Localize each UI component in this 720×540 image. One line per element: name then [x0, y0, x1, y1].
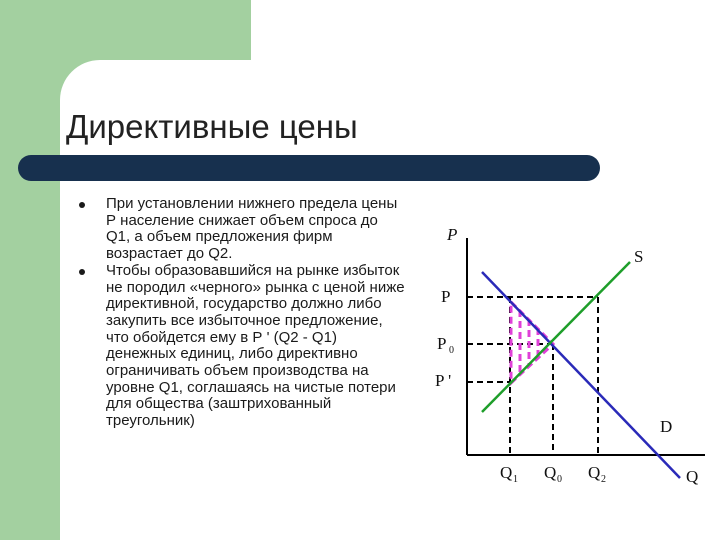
axis-x-label: Q	[686, 467, 699, 486]
quantity-label-q0-sub: 0	[557, 474, 562, 485]
price-label-pprime: P '	[435, 371, 452, 390]
quantity-label-q1-sub: 1	[513, 474, 518, 485]
quantity-label-q0: Q	[544, 463, 557, 482]
guide-lines	[467, 297, 598, 455]
supply-curve	[482, 262, 630, 412]
bullet-dot-icon	[79, 269, 85, 275]
bullet-item-price-floor	[76, 196, 406, 263]
bullet-text: При установлении нижнего предела цены Р население снижает объем спроса до Q1, а объем предложения фирм возрастает до Q2.	[106, 195, 398, 263]
bullet-list	[76, 196, 406, 430]
slide-title: Директивные цены	[66, 108, 358, 145]
quantity-label-q1: Q	[500, 463, 513, 482]
bullet-dot-icon	[79, 202, 85, 208]
supply-label: S	[634, 247, 644, 266]
background-left-strip	[0, 178, 60, 540]
supply-demand-diagram	[420, 210, 720, 540]
price-label-p: P	[441, 287, 451, 306]
quantity-label-q2-sub: 2	[601, 474, 606, 485]
price-label-p0: P	[437, 334, 447, 353]
title-underline-bar	[18, 155, 600, 181]
quantity-label-q2: Q	[588, 463, 601, 482]
deadweight-loss-hatch	[511, 302, 553, 383]
axis-y-label: P	[447, 225, 458, 244]
demand-label: D	[660, 417, 673, 436]
bullet-item-surplus	[76, 263, 406, 430]
price-label-p0-sub: 0	[449, 345, 454, 356]
deadweight-loss-triangle	[511, 302, 553, 383]
bullet-text: Чтобы образовавшийся на рынке избыток не породил «черного» рынка с ценой ниже директивной, государство должно либо закупить все избыточное предложение, что обойдется ему в Р ' (Q2 - Q1) денежных единиц, либо директивно ограничивать объем производства на уровне Q1, соглашаясь на чистые потери для общества (заштрихованный треугольник)	[106, 261, 405, 430]
